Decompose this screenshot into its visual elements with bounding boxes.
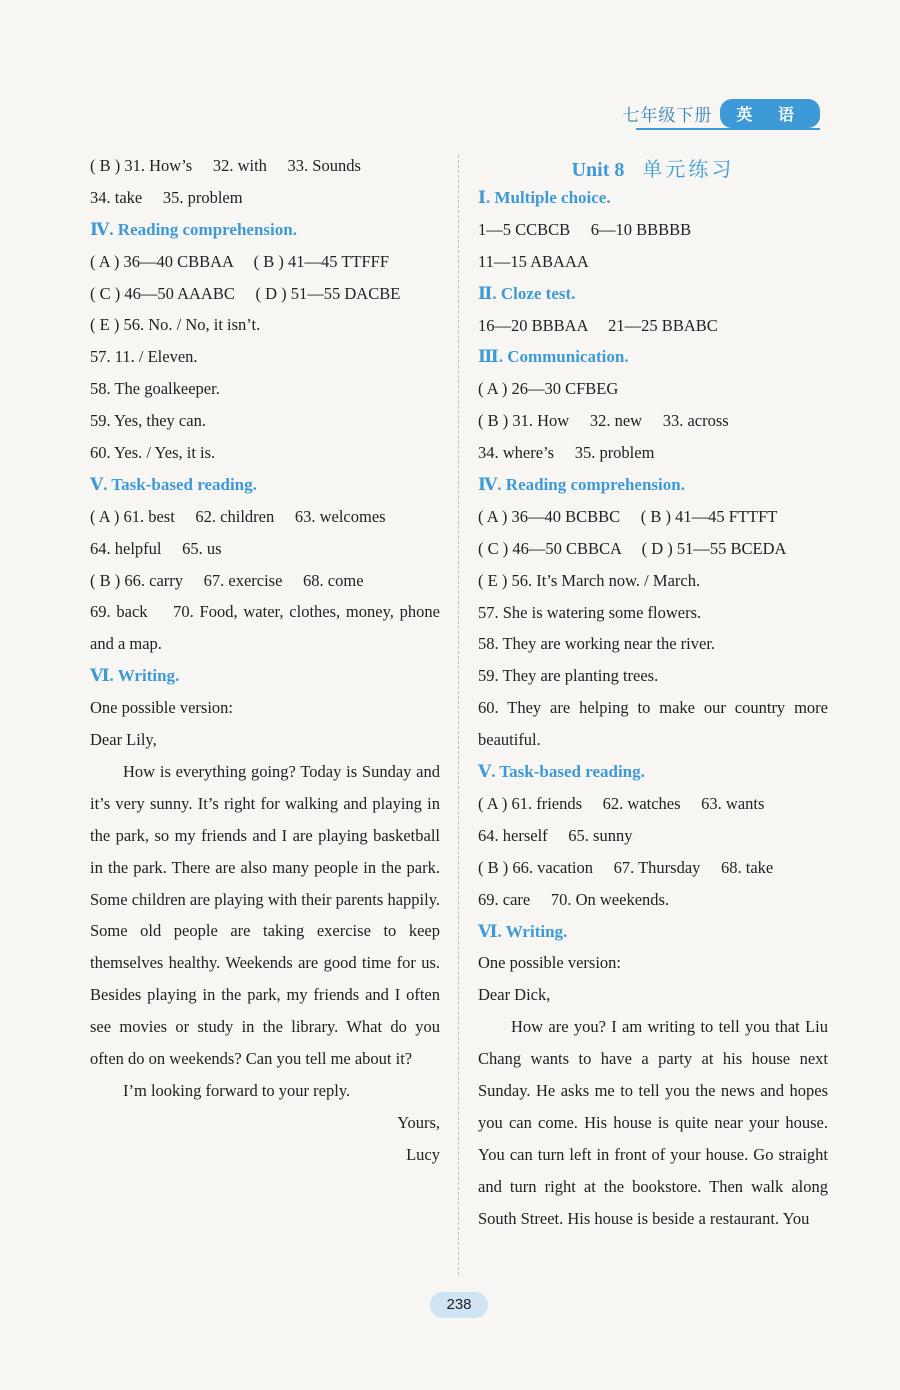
answer-line: ( A ) 61. best 62. children 63. welcomes: [90, 506, 386, 526]
page-header: [622, 98, 820, 128]
letter-body: How is everything going? Today is Sunday and it’s very sunny. It’s right for walking and playing in the park, so my friends and I are playing basketball in the park. There are also many people in the park. Some children are playing with their parents happily. Some old people are taking exercise to keep themselves healthy. Weekends are good time for us. Besides playing in the park, my friends and I often see movies or study in the library. What do you often do on weekends? Can you tell me about it?: [90, 761, 440, 1069]
answer-line: 64. helpful 65. us: [90, 538, 222, 558]
answer-line: ( E ) 56. It’s March now. / March.: [478, 570, 701, 590]
unit-number: Unit 8: [571, 159, 625, 181]
answer-line: ( B ) 31. How 32. new 33. across: [478, 411, 729, 431]
section-heading: Ⅳ. Reading comprehension.: [90, 219, 297, 239]
answer-line: ( B ) 31. How’s 32. with 33. Sounds: [90, 156, 361, 175]
writing-intro: One possible version:: [478, 953, 621, 973]
writing-intro: One possible version:: [90, 698, 233, 718]
page-number: 238: [430, 1292, 488, 1318]
answer-line: 57. She is watering some flowers.: [478, 602, 702, 622]
answer-line: 59. Yes, they can.: [90, 411, 206, 431]
section-heading: Ⅱ. Cloze test.: [478, 283, 576, 303]
letter-body: How are you? I am writing to tell you that Liu Chang wants to have a party at his house next Sunday. He asks me to tell you the news and hopes you can come. His house is quite near your house. You can turn left in front of your house. Go straight and turn right at the bookstore. Then walk along South Street. His house is beside a restaurant. You: [478, 1017, 828, 1228]
section-heading: Ⅳ. Reading comprehension.: [478, 475, 685, 495]
answer-line: ( B ) 66. carry 67. exercise 68. come: [90, 570, 364, 590]
answer-line: ( A ) 36—40 CBBAA ( B ) 41—45 TTFFF: [90, 251, 390, 271]
answer-line: 57. 11. / Eleven.: [90, 347, 198, 367]
right-column: [478, 150, 828, 1235]
subject-badge: 英 语: [720, 99, 820, 128]
section-heading: Ⅵ. Writing.: [90, 666, 180, 686]
answer-line: 64. herself 65. sunny: [478, 825, 633, 845]
answer-line: 58. The goalkeeper.: [90, 379, 220, 399]
answer-line: 69. care 70. On weekends.: [478, 889, 670, 909]
answer-line: 1—5 CCBCB 6—10 BBBBB: [478, 219, 692, 239]
section-heading: Ⅴ. Task-based reading.: [90, 474, 257, 494]
left-column: [90, 150, 440, 1171]
letter-signature: Lucy: [406, 1144, 440, 1164]
answer-paragraph: 69. back 70. Food, water, clothes, money, phone and a map.: [90, 602, 440, 654]
answer-line: ( C ) 46—50 AAABC ( D ) 51—55 DACBE: [90, 283, 401, 303]
letter-salutation: Dear Dick,: [478, 985, 551, 1005]
letter-body: I’m looking forward to your reply.: [123, 1081, 351, 1101]
letter-salutation: Dear Lily,: [90, 730, 157, 750]
section-heading: Ⅵ. Writing.: [478, 921, 568, 941]
section-heading: Ⅲ. Communication.: [478, 347, 629, 367]
answer-paragraph: 60. They are helping to make our country more beautiful.: [478, 698, 828, 750]
answer-line: 34. take 35. problem: [90, 187, 243, 207]
answer-line: 58. They are working near the river.: [478, 634, 716, 654]
answer-line: ( C ) 46—50 CBBCA ( D ) 51—55 BCEDA: [478, 538, 787, 558]
answer-line: ( E ) 56. No. / No, it isn’t.: [90, 315, 261, 335]
unit-subtitle: 单元练习: [642, 157, 735, 181]
letter-closing: Yours,: [397, 1112, 440, 1132]
section-heading: Ⅰ. Multiple choice.: [478, 188, 611, 207]
answer-line: ( B ) 66. vacation 67. Thursday 68. take: [478, 857, 774, 877]
column-divider: [458, 155, 459, 1275]
answer-line: ( A ) 61. friends 62. watches 63. wants: [478, 793, 765, 813]
grade-label: 七年级下册: [622, 105, 713, 126]
answer-line: 16—20 BBBAA 21—25 BBABC: [478, 315, 718, 335]
answer-line: ( A ) 36—40 BCBBC ( B ) 41—45 FTTFT: [478, 506, 778, 526]
answer-line: 11—15 ABAAA: [478, 251, 589, 271]
answer-line: 34. where’s 35. problem: [478, 443, 655, 463]
header-rule: [636, 128, 820, 130]
answer-line: 60. Yes. / Yes, it is.: [90, 443, 216, 463]
answer-line: 59. They are planting trees.: [478, 666, 659, 686]
answer-line: ( A ) 26—30 CFBEG: [478, 379, 619, 399]
section-heading: Ⅴ. Task-based reading.: [478, 762, 645, 782]
